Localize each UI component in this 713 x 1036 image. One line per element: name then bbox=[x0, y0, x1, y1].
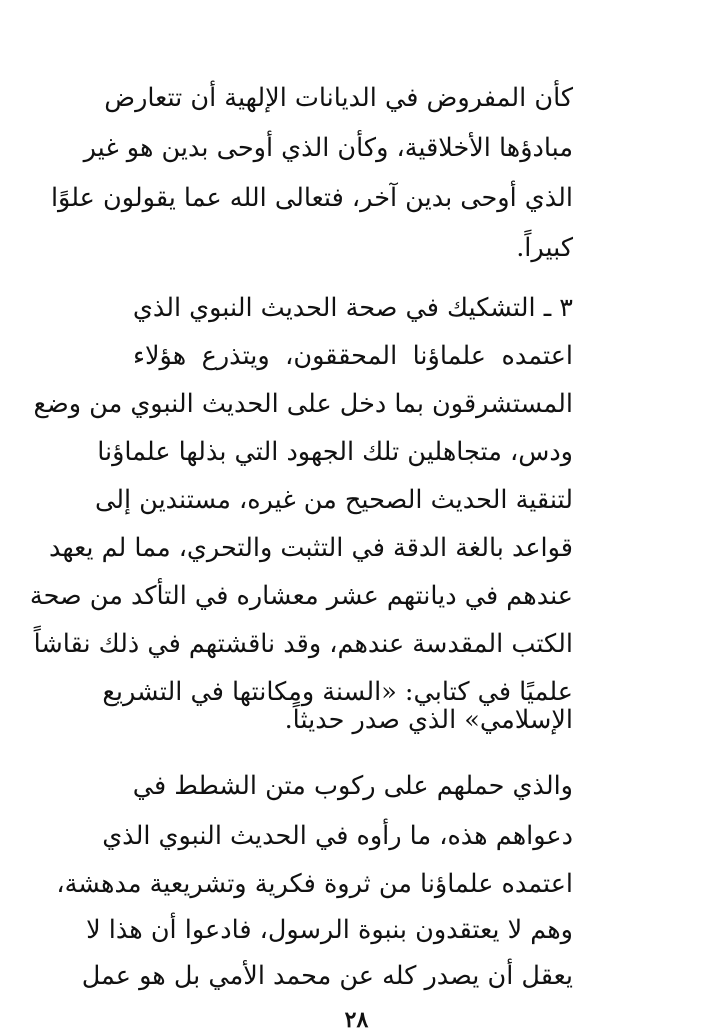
text-line: المستشرقون بما دخل على الحديث النبوي من وضع bbox=[33, 389, 573, 419]
text-line: قواعد بالغة الدقة في التثبت والتحري، مما لم يعهد bbox=[48, 533, 573, 563]
page-number: ٢٨ bbox=[344, 1007, 369, 1033]
text-line: اعتمده علماؤنا من ثروة فكرية وتشريعية مدهشة، bbox=[56, 869, 573, 899]
text-line: الذي أوحى بدين آخر، فتعالى الله عما يقولون علوًا bbox=[50, 183, 573, 213]
text-line: ٣ ـ التشكيك في صحة الحديث النبوي الذي bbox=[132, 293, 573, 323]
text-line: يعقل أن يصدر كله عن محمد الأمي بل هو عمل bbox=[81, 961, 573, 991]
text-line: كبيراً. bbox=[516, 233, 573, 263]
text-line: اعتمده علماؤنا المحققون، ويتذرع هؤلاء bbox=[133, 341, 573, 371]
text-line: الإسلامي» الذي صدر حديثاً. bbox=[284, 705, 573, 735]
text-line: الكتب المقدسة عندهم، وقد ناقشتهم في ذلك نقاشاً bbox=[33, 629, 573, 659]
text-line: عندهم في ديانتهم عشر معشاره في التأكد من صحة bbox=[29, 581, 573, 611]
text-line: علميًا في كتابي: «السنة ومكانتها في التشريع bbox=[102, 677, 573, 707]
text-line: لتنقية الحديث الصحيح من غيره، مستندين إلى bbox=[94, 485, 573, 515]
text-line: كأن المفروض في الديانات الإلهية أن تتعارض bbox=[104, 83, 573, 113]
text-line: مبادؤها الأخلاقية، وكأن الذي أوحى بدين هو غير bbox=[83, 133, 573, 163]
text-line: دعواهم هذه، ما رأوه في الحديث النبوي الذي bbox=[102, 821, 573, 851]
text-line: والذي حملهم على ركوب متن الشطط في bbox=[132, 771, 573, 801]
text-line: ودس، متجاهلين تلك الجهود التي بذلها علماؤنا bbox=[97, 437, 573, 467]
text-line: وهم لا يعتقدون بنبوة الرسول، فادعوا أن هذا لا bbox=[86, 915, 573, 945]
